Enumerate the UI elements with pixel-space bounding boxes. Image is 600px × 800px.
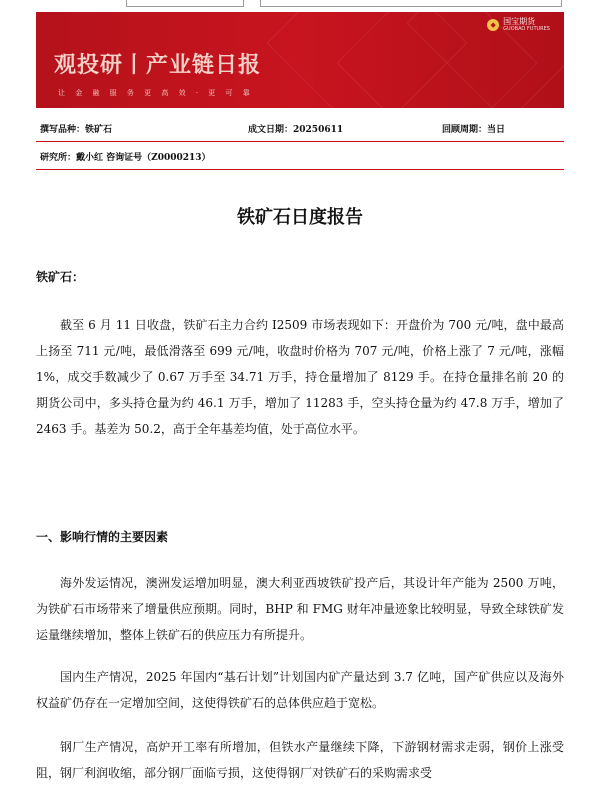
factor-paragraph-overseas: 海外发运情况，澳洲发运增加明显，澳大利亚西坡铁矿投产后，其设计年产能为 2500 万吨，为铁矿石市场带来了增量供应预期。同时，BHP 和 FMG 财年冲量迹象比较明显，导致全球铁矿发运量继续增加，整体上铁矿石的供应压力有所提升。 bbox=[36, 576, 564, 642]
period-label: 回顾周期： bbox=[442, 125, 488, 135]
variety-value: 铁矿石 bbox=[85, 125, 113, 135]
market-summary-paragraph: 截至 6 月 11 日收盘，铁矿石主力合约 I2509 市场表现如下：开盘价为 700 元/吨，盘中最高上扬至 711 元/吨，最低滑落至 699 元/吨，收盘时价格为 707 元/吨，价格上涨了 7 元/吨，涨幅 1%，成交手数减少了 0.67 万手至 34.71 万手，持仓量增加了 8129 手。在持仓量排名前 20 的期货公司中，多头持仓量为约 46.1 万手，增加了 11283 手，空头持仓量为约 47.8 万手，增加了 2463 手。基差为 50.2，高于全年基差均值，处于高位水平。 bbox=[36, 318, 564, 436]
top-input-box-right bbox=[260, 0, 562, 7]
variety-label: 撰写品种： bbox=[40, 125, 86, 135]
section-label: 铁矿石： bbox=[36, 270, 85, 284]
date-field bbox=[248, 122, 343, 135]
report-banner bbox=[36, 12, 564, 108]
top-input-box-left bbox=[126, 0, 244, 7]
divider-rule bbox=[36, 169, 564, 170]
researcher-label: 研究所： bbox=[40, 153, 77, 163]
logo-name-en: GUOBAO FUTURES bbox=[503, 26, 550, 32]
date-value: 20250611 bbox=[293, 125, 344, 135]
banner-title: 观投研丨产业链日报 bbox=[54, 53, 262, 78]
factor-paragraph-domestic: 国内生产情况，2025 年国内“基石计划”计划国内矿产量达到 3.7 亿吨，国产矿供应以及海外权益矿仍存在一定增加空间，这使得铁矿石的总体供应趋于宽松。 bbox=[36, 670, 564, 710]
date-label: 成文日期： bbox=[248, 125, 294, 135]
period-field bbox=[442, 122, 505, 135]
researcher-value: 戴小红 咨询证号（Z0000213） bbox=[76, 153, 211, 163]
logo-name-cn: 国宝期货 bbox=[503, 17, 536, 26]
divider-rule bbox=[36, 141, 564, 142]
logo-mark-icon: ◆ bbox=[487, 19, 499, 31]
variety-field bbox=[40, 122, 112, 135]
factors-heading: 一、影响行情的主要因素 bbox=[36, 530, 169, 544]
document-title: 铁矿石日度报告 bbox=[237, 207, 363, 228]
company-logo bbox=[487, 18, 550, 32]
banner-slogan: 让 金 融 服 务 更 高 效 · 更 可 靠 bbox=[58, 89, 254, 97]
factor-paragraph-steel-mills: 钢厂生产情况，高炉开工率有所增加，但铁水产量继续下降，下游钢材需求走弱，钢价上涨受阻，钢厂利润收缩，部分钢厂面临亏损，这使得钢厂对铁矿石的采购需求受 bbox=[36, 740, 564, 780]
researcher-field bbox=[40, 150, 211, 163]
period-value: 当日 bbox=[487, 125, 506, 135]
